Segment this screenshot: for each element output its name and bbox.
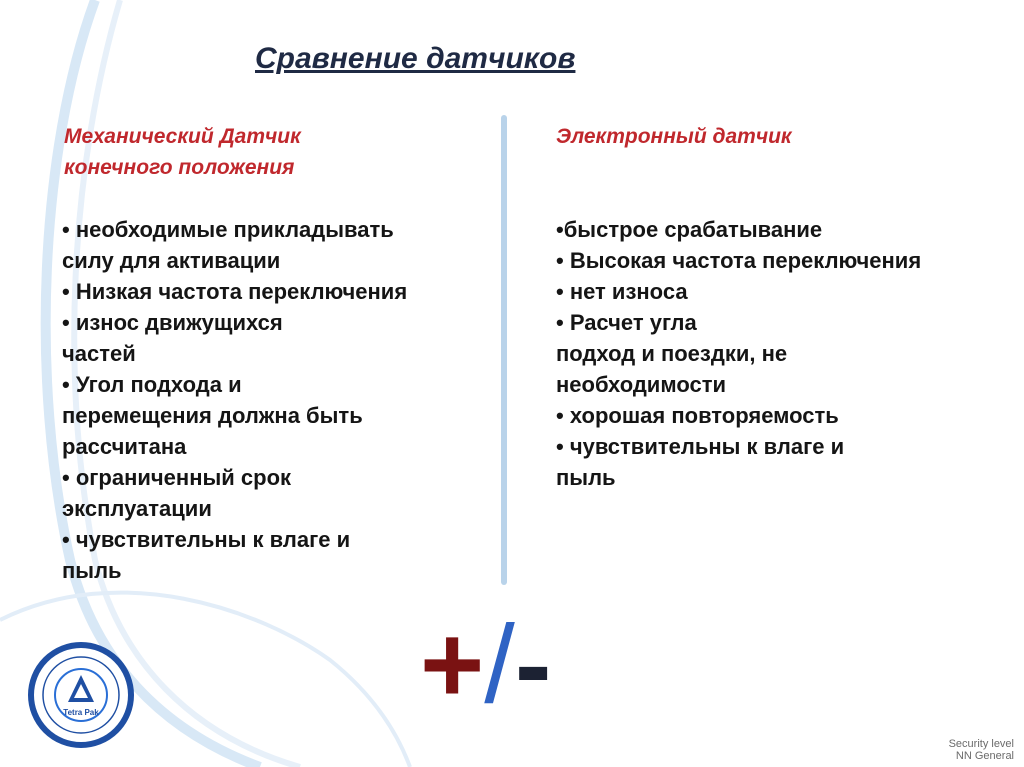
tetra-pak-logo — [26, 640, 136, 750]
list-item: •быстрое срабатывание — [556, 217, 823, 242]
electronic-features-list — [556, 214, 996, 493]
list-item: необходимости — [556, 372, 726, 397]
list-item: • необходимые прикладывать — [62, 217, 394, 242]
mechanical-features-list — [62, 214, 492, 586]
electronic-sensor-heading: Электронный датчик — [556, 125, 792, 148]
list-item: эксплуатации — [62, 496, 212, 521]
plus-sign: + — [420, 603, 485, 726]
security-level-value: NN General — [955, 750, 1014, 762]
minus-sign: - — [514, 603, 552, 726]
column-divider — [501, 115, 507, 585]
list-item: • Угол подхода и — [62, 372, 242, 397]
mechanical-heading-line1: Механический Датчик — [64, 125, 301, 148]
slide-title: Сравнение датчиков — [255, 42, 576, 75]
list-item: • Расчет угла — [556, 310, 697, 335]
list-item: частей — [62, 341, 136, 366]
mechanical-sensor-heading — [64, 121, 394, 183]
list-item: • Высокая частота переключения — [556, 248, 922, 273]
list-item: силу для активации — [62, 248, 281, 273]
list-item: перемещения должна быть — [62, 403, 363, 428]
security-level-line: Security level — [948, 738, 1014, 750]
list-item: • нет износа — [556, 279, 688, 304]
list-item: • хорошая повторяемость — [556, 403, 839, 428]
list-item: пыль — [62, 558, 122, 583]
mechanical-heading-line2: конечного положения — [64, 156, 295, 179]
security-level-label — [949, 738, 1014, 762]
list-item: • износ движущихся — [62, 310, 283, 335]
list-item: • ограниченный срок — [62, 465, 292, 490]
list-item: подход и поездки, не — [556, 341, 788, 366]
svg-text:Tetra Pak: Tetra Pak — [63, 708, 99, 717]
plus-minus-symbol — [420, 603, 552, 726]
list-item: • чувствительны к влаге и — [62, 527, 351, 552]
list-item: • Низкая частота переключения — [62, 279, 408, 304]
list-item: пыль — [556, 465, 616, 490]
list-item: • чувствительны к влаге и — [556, 434, 845, 459]
slash-sign: / — [484, 603, 515, 726]
list-item: рассчитана — [62, 434, 187, 459]
